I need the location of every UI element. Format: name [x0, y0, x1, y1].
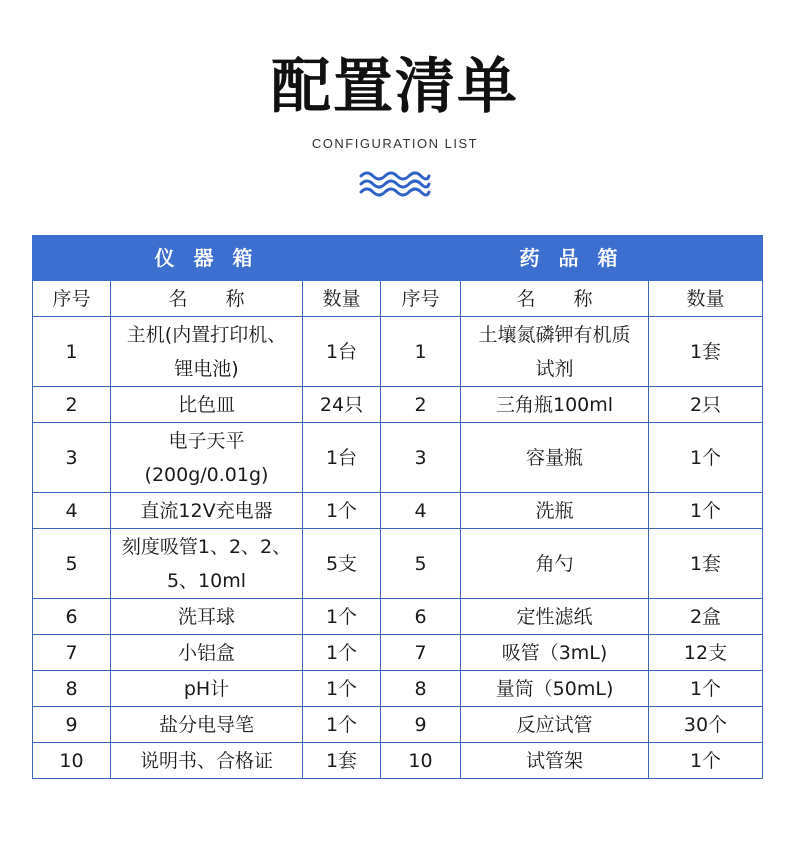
table-cell: 量筒（50mL)	[461, 671, 649, 707]
table-cell: 8	[33, 671, 111, 707]
table-row	[33, 493, 763, 529]
table-cell: 1套	[649, 317, 763, 387]
table-cell: pH计	[111, 671, 303, 707]
table-row	[33, 599, 763, 635]
table-cell: 9	[381, 707, 461, 743]
table-cell: 1套	[303, 743, 381, 779]
table-cell: 2	[33, 387, 111, 423]
table-cell: 4	[381, 493, 461, 529]
table-cell: 3	[381, 423, 461, 493]
table-row	[33, 387, 763, 423]
column-header: 数量	[303, 281, 381, 317]
table-cell: 6	[33, 599, 111, 635]
table-cell: 1	[381, 317, 461, 387]
table-cell: 2只	[649, 387, 763, 423]
table-cell: 3	[33, 423, 111, 493]
table-cell: 2盒	[649, 599, 763, 635]
table-cell: 小铝盒	[111, 635, 303, 671]
table-cell: 比色皿	[111, 387, 303, 423]
table-row	[33, 707, 763, 743]
table-cell: 说明书、合格证	[111, 743, 303, 779]
table-cell: 6	[381, 599, 461, 635]
table-cell	[461, 317, 649, 387]
table-cell: 1个	[649, 743, 763, 779]
table-cell: 5支	[303, 529, 381, 599]
table-cell: 容量瓶	[461, 423, 649, 493]
table-row	[33, 671, 763, 707]
group-header-reagent-box: 药 品 箱	[381, 236, 763, 281]
waves-icon	[357, 168, 433, 198]
table-row	[33, 317, 763, 387]
group-header-instrument-box: 仪 器 箱	[33, 236, 381, 281]
table-cell	[111, 529, 303, 599]
table-cell: 洗耳球	[111, 599, 303, 635]
table-cell: 1	[33, 317, 111, 387]
table-cell: 1个	[303, 671, 381, 707]
table-row	[33, 423, 763, 493]
table-row	[33, 635, 763, 671]
table-cell: 定性滤纸	[461, 599, 649, 635]
table-cell: 直流12V充电器	[111, 493, 303, 529]
item-name: 主机(内置打印机、锂电池)	[126, 323, 287, 380]
table-cell: 角勺	[461, 529, 649, 599]
column-header: 序号	[33, 281, 111, 317]
table-cell: 1个	[649, 493, 763, 529]
table-cell: 5	[381, 529, 461, 599]
table-cell: 1个	[303, 493, 381, 529]
table-cell: 试管架	[461, 743, 649, 779]
table-row	[33, 529, 763, 599]
column-header: 序号	[381, 281, 461, 317]
table-cell: 盐分电导笔	[111, 707, 303, 743]
table-cell: 24只	[303, 387, 381, 423]
table-cell: 8	[381, 671, 461, 707]
table-cell: 洗瓶	[461, 493, 649, 529]
table-cell: 1台	[303, 317, 381, 387]
column-header: 名 称	[461, 281, 649, 317]
table-cell: 2	[381, 387, 461, 423]
column-header: 数量	[649, 281, 763, 317]
table-cell: 1台	[303, 423, 381, 493]
item-name: 土壤氮磷钾有机质试剂	[478, 323, 631, 380]
table-cell: 12支	[649, 635, 763, 671]
table-cell: 30个	[649, 707, 763, 743]
page-subtitle: CONFIGURATION LIST	[311, 136, 479, 151]
table-cell	[111, 423, 303, 493]
table-cell: 1个	[303, 599, 381, 635]
table-cell: 1套	[649, 529, 763, 599]
table-cell: 5	[33, 529, 111, 599]
table-cell	[111, 317, 303, 387]
table-cell: 三角瓶100ml	[461, 387, 649, 423]
table-cell: 1个	[649, 423, 763, 493]
column-header: 名 称	[111, 281, 303, 317]
table-cell: 1个	[303, 635, 381, 671]
table-cell: 1个	[649, 671, 763, 707]
item-name: 电子天平(200g/0.01g)	[144, 429, 269, 486]
table-cell: 7	[381, 635, 461, 671]
table-cell: 10	[381, 743, 461, 779]
table-row	[33, 743, 763, 779]
column-header-row	[33, 281, 763, 317]
configuration-table	[32, 235, 763, 779]
table-cell: 反应试管	[461, 707, 649, 743]
table-cell: 10	[33, 743, 111, 779]
table-cell: 9	[33, 707, 111, 743]
table-cell: 7	[33, 635, 111, 671]
table-cell: 1个	[303, 707, 381, 743]
item-name: 刻度吸管1、2、2、5、10ml	[121, 535, 292, 592]
table-cell: 吸管（3mL)	[461, 635, 649, 671]
page-title: 配置清单	[271, 52, 519, 122]
table-cell: 4	[33, 493, 111, 529]
